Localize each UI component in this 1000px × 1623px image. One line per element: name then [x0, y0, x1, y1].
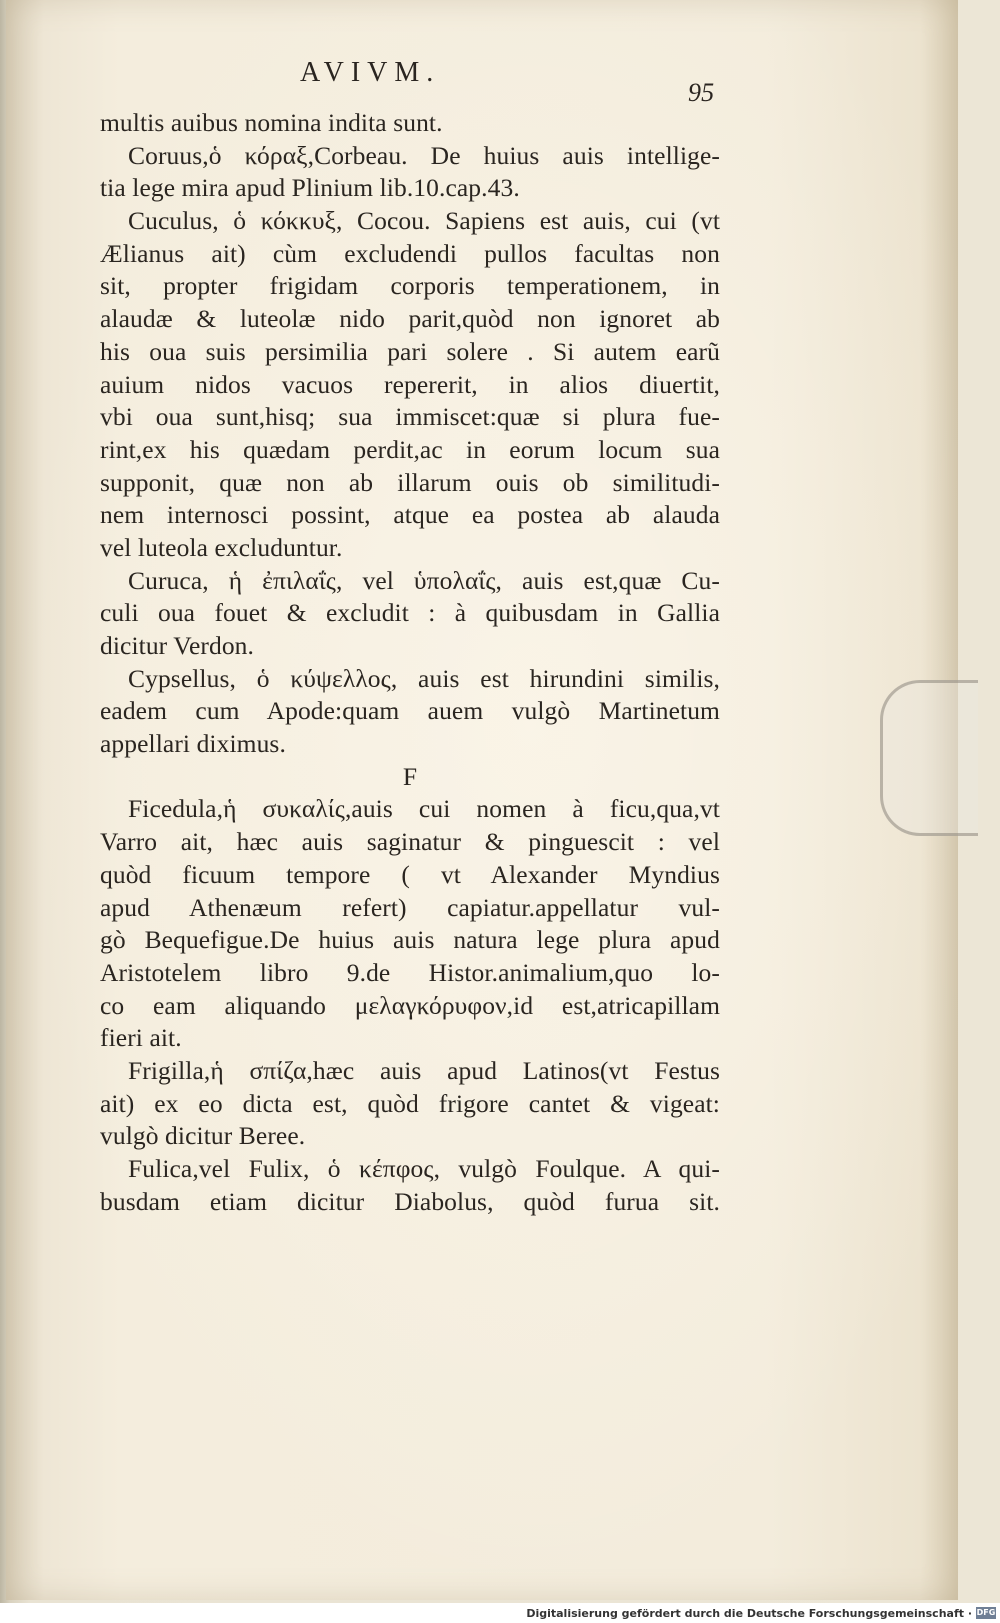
- text-line: vbi oua sunt,hisq; sua immiscet:quæ si plura fue-: [100, 402, 720, 432]
- text-line: quòd ficuum tempore ( vt Alexander Myndius: [100, 859, 720, 889]
- text-line: vulgò dicitur Beree.: [100, 1121, 306, 1151]
- text-line: Varro ait, hæc auis saginatur & pinguescit : vel: [100, 827, 720, 857]
- text-line: alaudæ & luteolæ nido parit,quòd non ignoret ab: [100, 304, 720, 334]
- text-line: supponit, quæ non ab illarum ouis ob similitudi-: [100, 467, 720, 497]
- text-line: busdam etiam dicitur Diabolus, quòd furua sit.: [100, 1186, 720, 1216]
- text-line: gò Bequefigue.De huius auis natura lege plura apud: [100, 925, 720, 955]
- dfg-logo: DFG: [976, 1608, 996, 1617]
- book-page: [6, 0, 958, 1600]
- section-letter: F: [402, 761, 418, 791]
- text-line: apud Athenæum refert) capiatur.appellatur vul-: [100, 892, 720, 922]
- page-clip: [880, 680, 978, 836]
- page-text: [100, 55, 720, 1218]
- digitization-credit: Digitalisierung gefördert durch die Deutsche Forschungsgemeinschaft ·: [526, 1607, 972, 1620]
- text-line: his oua suis persimilia pari solere . Si autem earũ: [100, 336, 720, 366]
- text-line: vel luteola excluduntur.: [100, 532, 343, 562]
- text-line: Aristotelem libro 9.de Histor.animalium,quo lo-: [100, 957, 720, 987]
- text-line: Coruus,ὁ κόραξ,Corbeau. De huius auis intellige-: [128, 140, 720, 170]
- text-line: tia lege mira apud Plinium lib.10.cap.43.: [100, 173, 520, 203]
- text-line: Ælianus ait) cùm excludendi pullos facultas non: [100, 238, 720, 268]
- text-line: eadem cum Apode:quam auem vulgò Martinetum: [100, 696, 720, 726]
- text-line: nem internosci possint, atque ea postea ab alauda: [100, 500, 720, 530]
- text-line: rint,ex his quædam perdit,ac in eorum locum sua: [100, 434, 720, 464]
- footer-band: [0, 1603, 1000, 1623]
- text-line: Curuca, ἡ ἐπιλαΐς, vel ὑπολαΐς, auis est,quæ Cu-: [128, 565, 720, 595]
- text-line: sit, propter frigidam corporis temperationem, in: [100, 271, 720, 301]
- text-line: fieri ait.: [100, 1023, 182, 1053]
- text-line: culi oua fouet & excludit : à quibusdam in Gallia: [100, 598, 720, 628]
- text-line: ait) ex eo dicta est, quòd frigore cantet & vigeat:: [100, 1088, 720, 1118]
- running-head: AVIVM.: [300, 57, 441, 88]
- page-header: [100, 55, 720, 107]
- text-line: auium nidos vacuos repererit, in alios diuertit,: [100, 369, 720, 399]
- text-line: Cypsellus, ὁ κύψελλος, auis est hirundini similis,: [128, 663, 720, 693]
- text-line: co eam aliquando μελαγκόρυφον,id est,atricapillam: [100, 990, 720, 1020]
- text-line: Ficedula,ἡ συκαλίς,auis cui nomen à ficu,qua,vt: [128, 794, 720, 824]
- page-number: 95: [688, 78, 715, 107]
- text-line: multis auibus nomina indita sunt.: [100, 108, 443, 137]
- text-line: dicitur Verdon.: [100, 631, 255, 660]
- text-line: Fulica,vel Fulix, ὁ κέπφος, vulgò Foulque. A qui-: [128, 1154, 720, 1183]
- text-line: Frigilla,ἡ σπίζα,hæc auis apud Latinos(vt Festus: [128, 1055, 720, 1085]
- text-line: Cuculus, ὁ κόκκυξ, Cocou. Sapiens est auis, cui (vt: [128, 206, 720, 236]
- text-line: appellari diximus.: [100, 729, 286, 759]
